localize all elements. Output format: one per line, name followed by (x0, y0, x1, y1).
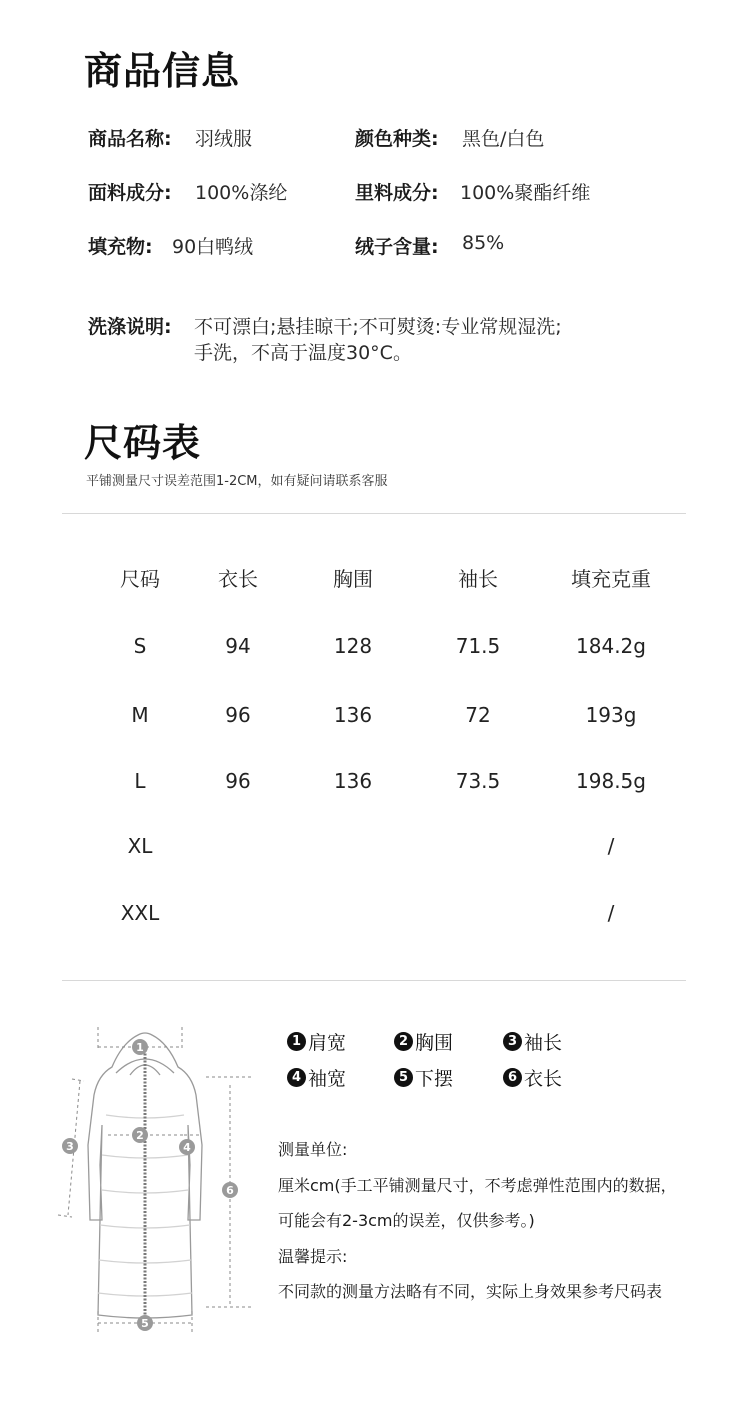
tip-label: 温馨提示: (278, 1247, 348, 1266)
legend-label: 下摆 (415, 1068, 454, 1090)
table-header-cell: 尺码 (120, 567, 160, 591)
fabric-value: 100%涤纶 (195, 182, 288, 204)
table-cell: 71.5 (455, 634, 501, 658)
legend-item-5 (394, 1064, 453, 1091)
table-header-cell: 胸围 (333, 567, 373, 591)
product-info-heading: 商品信息 (84, 49, 241, 93)
marker-3-label: 3 (66, 1140, 74, 1153)
divider-top (62, 513, 686, 514)
legend-item-3 (503, 1028, 562, 1055)
number-1-icon: 1 (287, 1032, 306, 1051)
unit-line-2: 可能会有2-3cm的误差，仅供参考。) (278, 1211, 535, 1230)
marker-6-label: 6 (226, 1184, 234, 1197)
marker-5-label: 5 (141, 1317, 149, 1330)
number-3-icon: 3 (503, 1032, 522, 1051)
wash-line-2: 手洗，不高于温度30°C。 (194, 342, 412, 364)
table-cell: 136 (333, 769, 373, 793)
fabric-label: 面料成分: (88, 182, 172, 204)
marker-4-label: 4 (183, 1141, 191, 1154)
filling-value: 90白鸭绒 (172, 236, 254, 258)
table-cell: 184.2g (576, 634, 646, 658)
unit-line-1: 厘米cm(手工平铺测量尺寸，不考虑弹性范围内的数据， (278, 1176, 677, 1195)
marker-2-label: 2 (136, 1129, 144, 1142)
table-cell: 136 (333, 703, 373, 727)
table-cell: / (607, 901, 615, 925)
number-5-icon: 5 (394, 1068, 413, 1087)
table-cell: 94 (225, 634, 251, 658)
table-cell: M (131, 703, 149, 727)
table-cell: 72 (465, 703, 491, 727)
table-cell: 73.5 (455, 769, 501, 793)
lining-label: 里料成分: (355, 182, 439, 204)
coat-diagram (50, 1015, 260, 1345)
table-cell: S (133, 634, 147, 658)
legend-label: 袖宽 (308, 1068, 347, 1090)
filling-label: 填充物: (88, 236, 153, 258)
legend-item-2 (394, 1028, 453, 1055)
unit-label: 测量单位: (278, 1140, 348, 1159)
table-header-cell: 衣长 (218, 567, 258, 591)
table-header-cell: 袖长 (458, 567, 498, 591)
number-4-icon: 4 (287, 1068, 306, 1087)
tip-text: 不同款的测量方法略有不同，实际上身效果参考尺码表 (278, 1282, 663, 1301)
table-cell: 96 (225, 769, 251, 793)
size-chart-note: 平铺测量尺寸误差范围1-2CM，如有疑问请联系客服 (86, 474, 388, 489)
product-name-label: 商品名称: (88, 128, 172, 150)
legend-label: 袖长 (524, 1032, 563, 1054)
table-cell: 128 (333, 634, 373, 658)
color-label: 颜色种类: (355, 128, 439, 150)
number-2-icon: 2 (394, 1032, 413, 1051)
table-cell: / (607, 834, 615, 858)
legend-item-6 (503, 1064, 562, 1091)
table-cell: 96 (225, 703, 251, 727)
table-header-cell: 填充克重 (571, 567, 651, 591)
wash-label: 洗涤说明: (88, 316, 172, 338)
table-cell: 193g (585, 703, 637, 727)
number-6-icon: 6 (503, 1068, 522, 1087)
marker-1-label: 1 (136, 1041, 144, 1054)
divider-bottom (62, 980, 686, 981)
legend-label: 胸围 (415, 1032, 454, 1054)
down-content-label: 绒子含量: (355, 236, 439, 258)
legend-item-1 (287, 1028, 346, 1055)
table-cell: XL (127, 834, 153, 858)
down-content-value: 85% (462, 232, 505, 254)
legend-label: 衣长 (524, 1068, 563, 1090)
legend-label: 肩宽 (308, 1032, 347, 1054)
table-cell: XXL (120, 901, 160, 925)
product-name-value: 羽绒服 (195, 128, 253, 150)
legend-item-4 (287, 1064, 346, 1091)
wash-line-1: 不可漂白;悬挂晾干;不可熨烫:专业常规湿洗; (194, 316, 562, 338)
table-cell: L (134, 769, 146, 793)
lining-value: 100%聚酯纤维 (460, 182, 591, 204)
color-value: 黑色/白色 (462, 128, 545, 150)
size-chart-heading: 尺码表 (84, 421, 202, 465)
table-cell: 198.5g (576, 769, 646, 793)
